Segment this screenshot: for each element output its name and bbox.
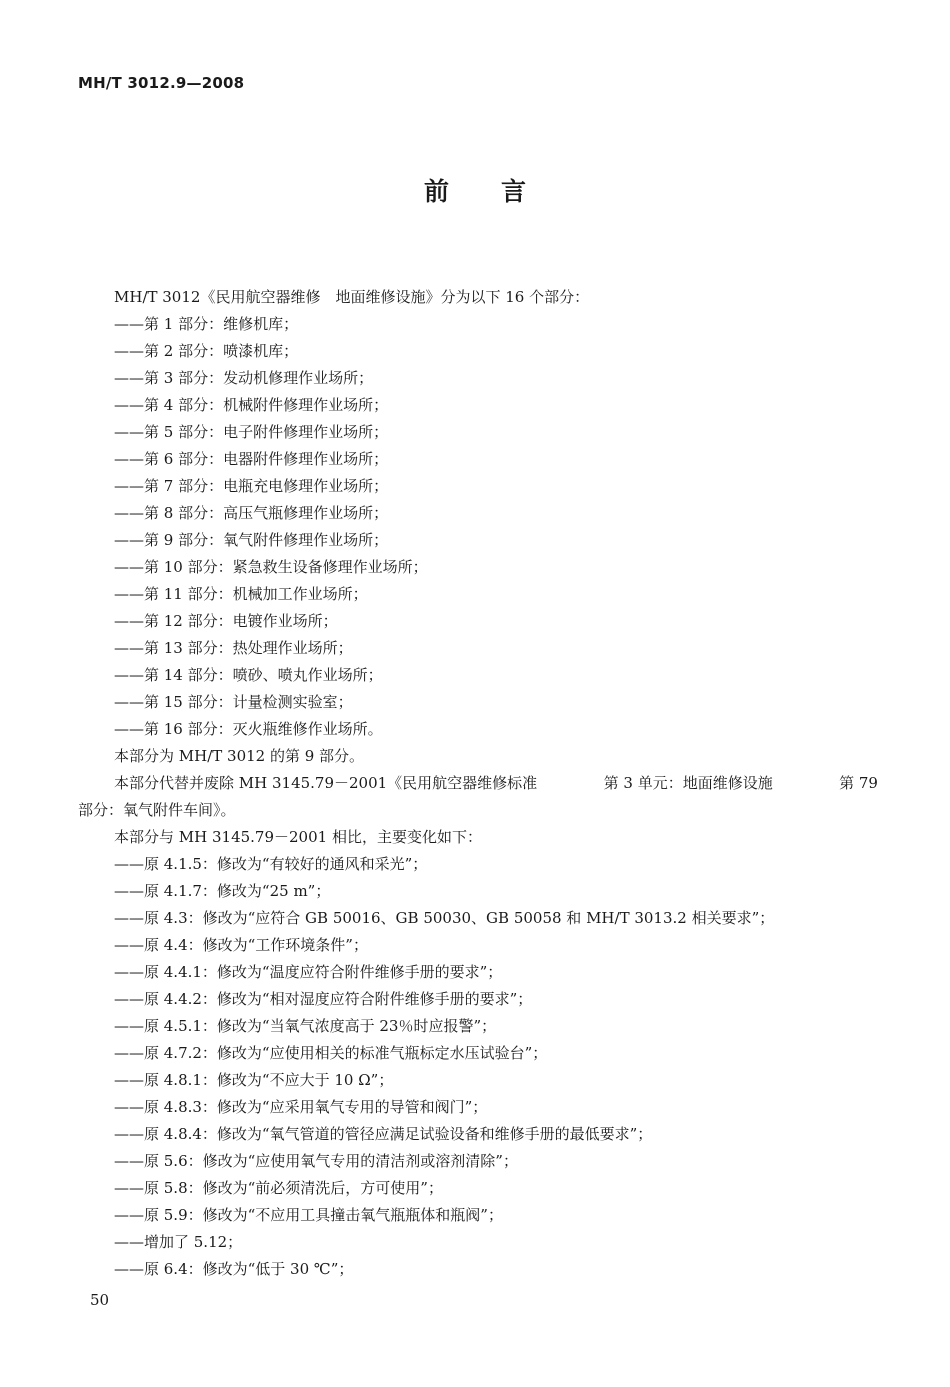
parts-statement: MH/T 3012《民用航空器维修 地面维修设施》分为以下 16 个部分：	[114, 288, 590, 306]
standard-code-header: MH/T 3012.9—2008	[78, 74, 245, 92]
replacement-continuation: 部分：氧气附件车间》。	[78, 801, 236, 819]
list-item: ——原 4.8.1：修改为“不应大于 10 Ω”；	[114, 1071, 394, 1089]
list-item: ——原 4.8.4：修改为“氧气管道的管径应满足试验设备和维修手册的最低要求”；	[114, 1125, 653, 1143]
list-item: ——第 12 部分：电镀作业场所；	[114, 612, 338, 630]
list-item: ——第 6 部分：电器附件修理作业场所；	[114, 450, 389, 468]
parts-list	[78, 311, 878, 743]
list-item: ——原 4.4：修改为“工作环境条件”；	[114, 936, 368, 954]
replacement-segment: 本部分代替并废除 MH 3145.79－2001《民用航空器维修标准	[114, 774, 538, 792]
list-item: ——原 4.8.3：修改为“应采用氧气专用的导管和阀门”；	[114, 1098, 488, 1116]
list-item: ——第 1 部分：维修机库；	[114, 315, 299, 333]
list-item: ——第 14 部分：喷砂、喷丸作业场所；	[114, 666, 383, 684]
list-item: ——第 7 部分：电瓶充电修理作业场所；	[114, 477, 389, 495]
list-item: ——原 4.4.1：修改为“温度应符合附件维修手册的要求”；	[114, 963, 503, 981]
list-item: ——原 4.5.1：修改为“当氧气浓度高于 23％时应报警”；	[114, 1017, 497, 1035]
list-item: ——第 11 部分：机械加工作业场所；	[114, 585, 368, 603]
list-item: ——增加了 5.12；	[114, 1233, 243, 1251]
document-body	[78, 284, 878, 1283]
replacement-segment: 第 3 单元：地面维修设施	[603, 774, 773, 792]
list-item: ——第 10 部分：紧急救生设备修理作业场所；	[114, 558, 428, 576]
list-item: ——原 4.1.7：修改为“25 m”；	[114, 882, 331, 900]
list-item: ——第 16 部分：灭火瓶维修作业场所。	[114, 720, 383, 738]
list-item: ——原 5.6：修改为“应使用氧气专用的清洁剂或溶剂清除”；	[114, 1152, 518, 1170]
list-item: ——第 13 部分：热处理作业场所；	[114, 639, 353, 657]
list-item: ——第 4 部分：机械附件修理作业场所；	[114, 396, 389, 414]
list-item: ——原 4.7.2：修改为“应使用相关的标准气瓶标定水压试验台”；	[114, 1044, 548, 1062]
list-item: ——原 5.8：修改为“前必须清洗后，方可使用”；	[114, 1179, 443, 1197]
list-item: ——原 6.4：修改为“低于 30 ℃”；	[114, 1260, 354, 1278]
page-title: 前言	[423, 177, 578, 206]
list-item: ——第 2 部分：喷漆机库；	[114, 342, 299, 360]
replacement-statement	[78, 770, 878, 797]
this-part-statement: 本部分为 MH/T 3012 的第 9 部分。	[114, 747, 365, 765]
changes-intro: 本部分与 MH 3145.79－2001 相比，主要变化如下：	[114, 828, 482, 846]
replacement-segment: 第 79	[839, 774, 878, 792]
list-item: ——第 3 部分：发动机修理作业场所；	[114, 369, 374, 387]
list-item: ——原 4.1.5：修改为“有较好的通风和采光”；	[114, 855, 428, 873]
list-item: ——原 4.4.2：修改为“相对湿度应符合附件维修手册的要求”；	[114, 990, 533, 1008]
list-item: ——第 15 部分：计量检测实验室；	[114, 693, 353, 711]
changes-list	[78, 851, 878, 1283]
list-item: ——第 8 部分：高压气瓶修理作业场所；	[114, 504, 389, 522]
list-item: ——原 4.3：修改为“应符合 GB 50016、GB 50030、GB 50058 和 MH/T 3013.2 相关要求”；	[114, 909, 775, 927]
list-item: ——第 5 部分：电子附件修理作业场所；	[114, 423, 389, 441]
list-item: ——原 5.9：修改为“不应用工具撞击氧气瓶瓶体和瓶阀”；	[114, 1206, 503, 1224]
list-item: ——第 9 部分：氧气附件修理作业场所；	[114, 531, 389, 549]
page-number: 50	[90, 1291, 110, 1309]
